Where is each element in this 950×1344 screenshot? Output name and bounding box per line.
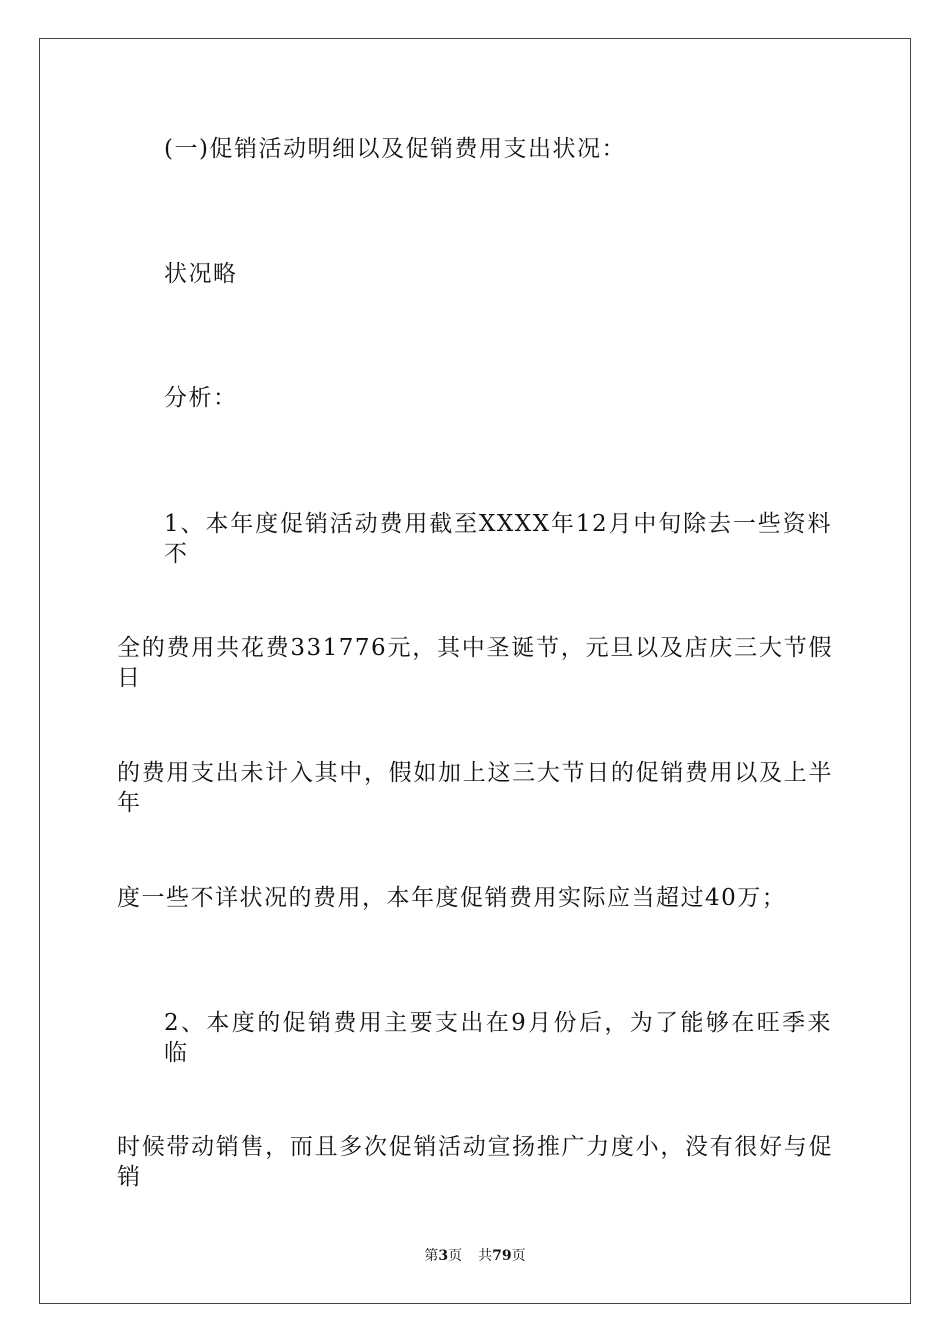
section-heading: (一)促销活动明细以及促销费用支出状况： <box>164 136 626 162</box>
page-footer <box>0 1247 950 1265</box>
paragraph-analysis-label: 分析： <box>164 385 238 411</box>
paragraph-line: 时候带动销售，而且多次促销活动宣扬推广力度小，没有很好与促销 <box>117 1134 833 1190</box>
total-prefix: 共 <box>478 1248 493 1264</box>
paragraph-line: 度一些不详状况的费用，本年度促销费用实际应当超过40万； <box>117 885 787 911</box>
page-suffix: 页 <box>448 1248 463 1264</box>
total-suffix: 页 <box>511 1248 526 1264</box>
paragraph-line: 2、本度的促销费用主要支出在9月份后，为了能够在旺季来临 <box>164 1010 832 1066</box>
total-pages: 79 <box>492 1248 512 1264</box>
paragraph-line: 1、本年度促销活动费用截至XXXX年12月中旬除去一些资料不 <box>164 511 832 567</box>
paragraph-line: 的费用支出未计入其中，假如加上这三大节日的促销费用以及上半年 <box>117 760 833 816</box>
paragraph-line: 全的费用共花费331776元，其中圣诞节，元旦以及店庆三大节假日 <box>117 635 833 691</box>
page-border <box>39 38 911 1304</box>
paragraph-status-omitted: 状况略 <box>164 261 238 287</box>
page-prefix: 第 <box>424 1248 439 1264</box>
page-number: 3 <box>438 1248 449 1264</box>
